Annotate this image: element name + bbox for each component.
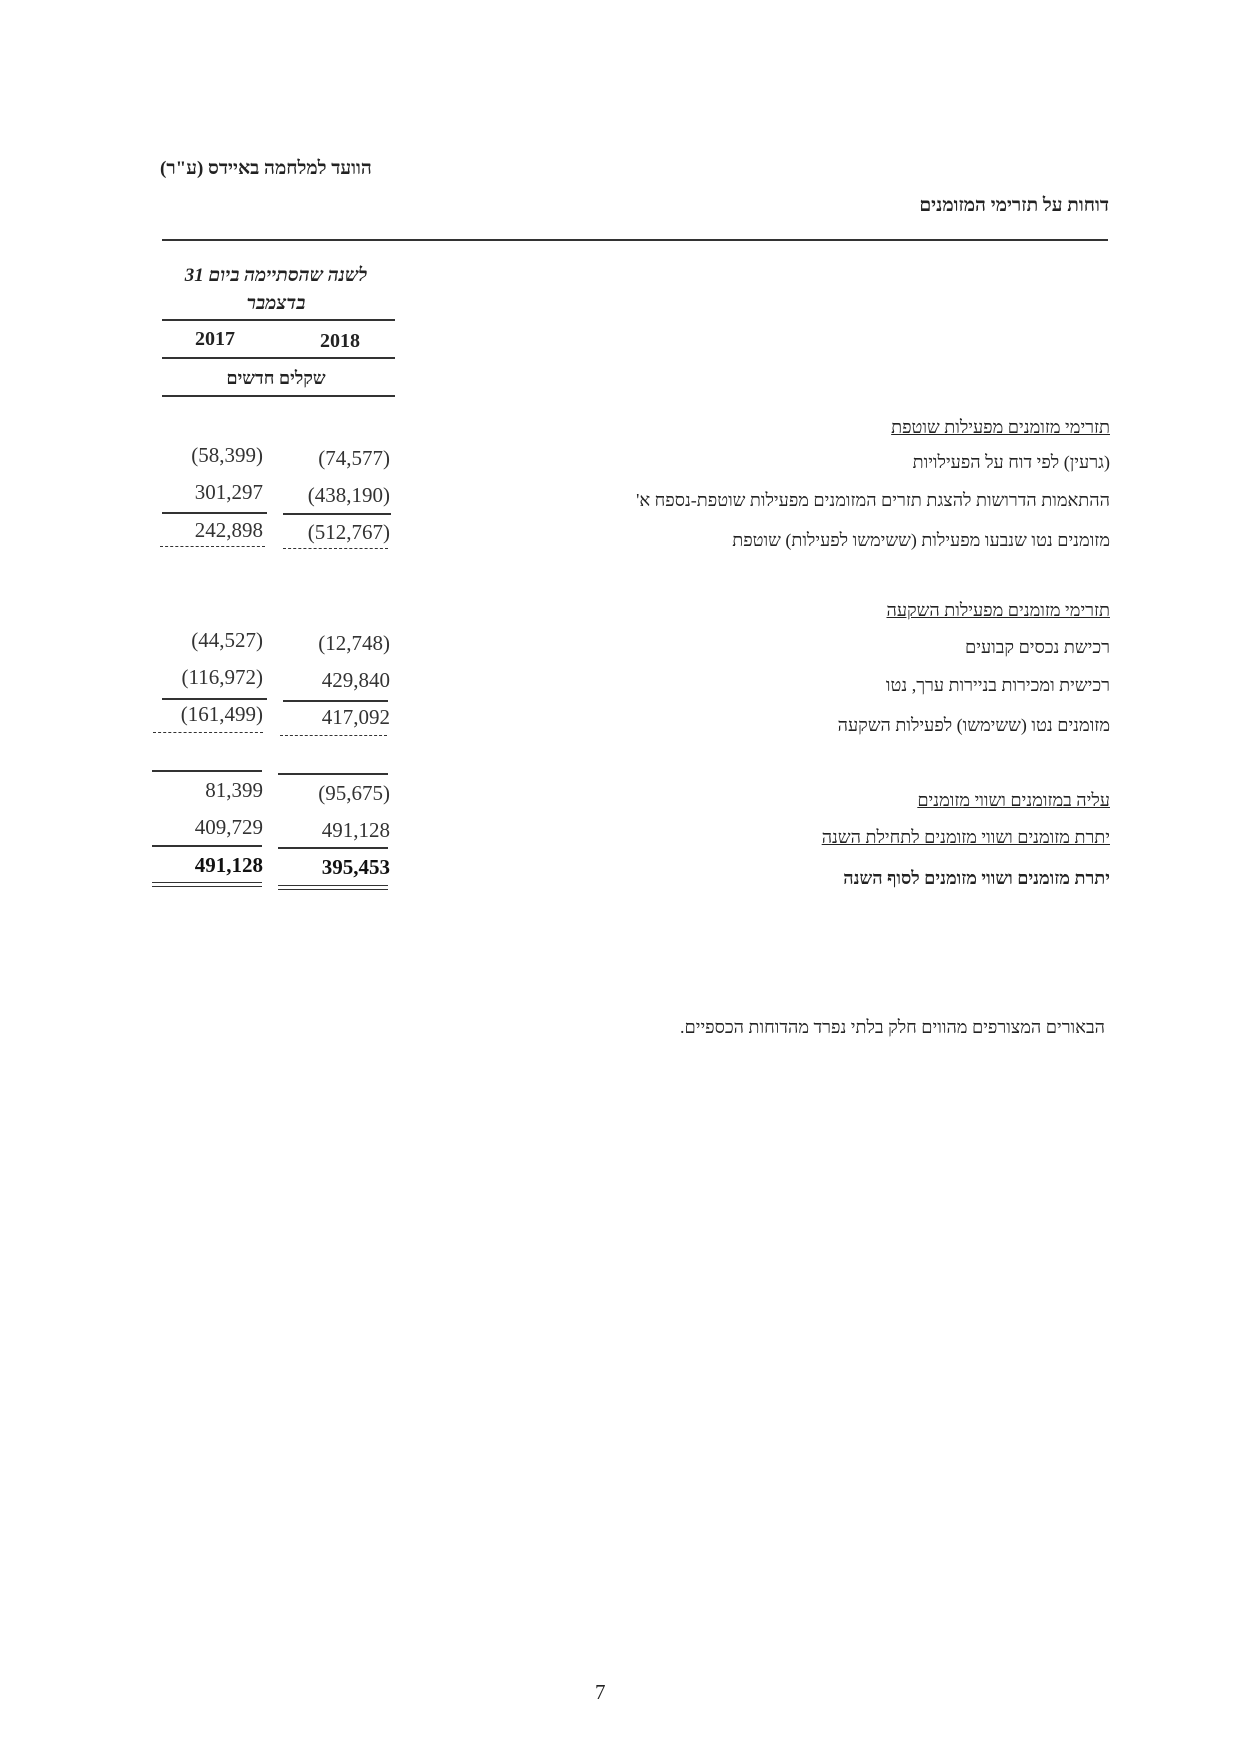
operating-total-label: מזומנים נטו שנבעו מפעילות (ששימשו לפעילות) שוטפת xyxy=(732,530,1110,550)
investing-row-2017: (44,527) xyxy=(191,628,263,652)
unit-rule xyxy=(162,395,395,397)
investing-row-2017: (116,972) xyxy=(181,665,263,689)
operating-subtotal-rule-2018 xyxy=(283,513,391,515)
report-title: דוחות על תזרימי המזומנים xyxy=(919,195,1109,216)
operating-total-2018: (512,767) xyxy=(307,520,390,544)
summary-total-double-rule-2018 xyxy=(278,885,388,890)
summary-top-rule-2017 xyxy=(152,770,262,772)
summary-row-2017: 409,729 xyxy=(194,815,263,839)
currency-unit: שקלים חדשים xyxy=(226,368,326,388)
investing-total-label: מזומנים נטו (ששימשו) לפעילות השקעה xyxy=(837,715,1110,735)
investing-row-2018: (12,748) xyxy=(318,631,390,655)
summary-total-2017: 491,128 xyxy=(194,853,263,877)
summary-total-2018: 395,453 xyxy=(321,855,390,879)
summary-row-2017: 81,399 xyxy=(205,778,263,802)
summary-subtotal-rule-2018 xyxy=(278,847,388,849)
investing-total-2017: (161,499) xyxy=(180,702,263,726)
investing-row-label: רכישת נכסים קבועים xyxy=(965,637,1110,657)
year-2017-header: 2017 xyxy=(195,328,235,350)
summary-row-label: עליה במזומנים ושווי מזומנים xyxy=(917,790,1110,810)
period-rule xyxy=(162,319,395,321)
header-rule xyxy=(162,239,1108,241)
investing-row-label: רכישית ומכירות בניירות ערך, נטו xyxy=(885,675,1110,695)
operating-row-2018: (438,190) xyxy=(307,483,390,507)
investing-subtotal-rule-2017 xyxy=(162,698,267,700)
investing-row-2018: 429,840 xyxy=(321,668,390,692)
operating-section-title: תזרימי מזומנים מפעילות שוטפת xyxy=(891,417,1110,437)
summary-row-2018: 491,128 xyxy=(321,818,390,842)
year-2018-header: 2018 xyxy=(320,330,360,352)
summary-total-double-rule-2017 xyxy=(152,882,262,887)
footnote: הבאורים המצורפים מהווים חלק בלתי נפרד מהדוחות הכספיים. xyxy=(680,1017,1105,1037)
organization-name: הוועד למלחמה באיידס (ע"ר) xyxy=(160,158,372,179)
operating-row-2018: (74,577) xyxy=(318,446,390,470)
investing-total-2018: 417,092 xyxy=(321,705,390,729)
summary-subtotal-rule-2017 xyxy=(152,845,262,847)
summary-row-2018: (95,675) xyxy=(318,781,390,805)
operating-row-2017: 301,297 xyxy=(194,480,263,504)
operating-total-2017: 242,898 xyxy=(194,518,263,542)
summary-top-rule-2018 xyxy=(278,773,388,775)
investing-subtotal-rule-2018 xyxy=(283,700,388,702)
investing-section-title: תזרימי מזומנים מפעילות השקעה xyxy=(886,600,1110,620)
operating-row-2017: (58,399) xyxy=(191,443,263,467)
year-rule xyxy=(162,357,395,359)
investing-total-dashed-2017 xyxy=(153,732,263,733)
operating-total-dashed-2017 xyxy=(160,546,265,547)
page-number: 7 xyxy=(595,1680,606,1704)
summary-row-label: יתרת מזומנים ושווי מזומנים לתחילת השנה xyxy=(821,827,1110,847)
period-header: לשנה שהסתיימה ביום 31 בדצמבר xyxy=(184,265,368,314)
summary-total-label: יתרת מזומנים ושווי מזומנים לסוף השנה xyxy=(843,868,1110,888)
operating-row-label: (גרעין) לפי דוח על הפעילויות xyxy=(912,452,1110,472)
operating-row-label: ההתאמות הדרושות להצגת תזרים המזומנים מפעילות שוטפת-נספח א' xyxy=(636,490,1110,510)
investing-total-dashed-2018 xyxy=(280,735,387,736)
operating-total-dashed-2018 xyxy=(283,548,388,549)
operating-subtotal-rule-2017 xyxy=(162,512,267,514)
